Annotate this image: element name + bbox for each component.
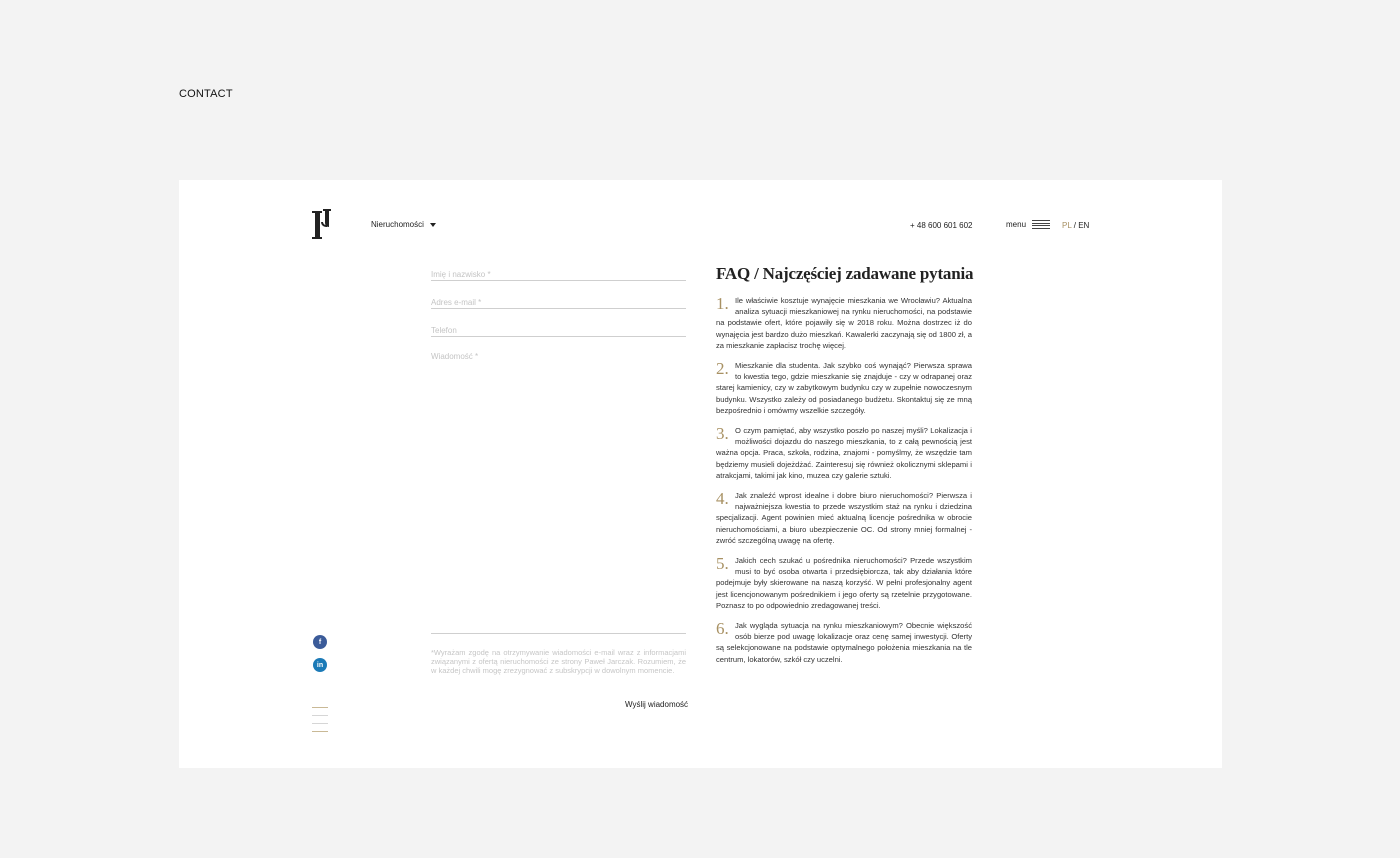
faq-text: Jak wygląda sytuacja na rynku mieszkaniowym? Obecnie większość osób bierze pod uwagę lokalizacje oraz cenę samej inwestycji. Oferty są selekcjonowane na podstawie optymalnego położenia mieszkania na tle centrum, lokatorów, szkół czy uczelni. <box>716 621 972 664</box>
phone-field-wrap <box>431 320 686 337</box>
name-field[interactable] <box>431 267 686 279</box>
decorative-lines <box>312 707 328 739</box>
email-field[interactable] <box>431 295 686 307</box>
faq-section <box>716 264 972 674</box>
email-field-wrap <box>431 292 686 309</box>
phone-number[interactable]: + 48 600 601 602 <box>910 221 973 230</box>
menu-button[interactable] <box>1006 220 1050 229</box>
facebook-icon[interactable]: f <box>313 635 327 649</box>
faq-item <box>716 555 972 611</box>
site-preview-card <box>179 180 1222 768</box>
faq-item <box>716 425 972 481</box>
language-switcher <box>1062 221 1089 230</box>
faq-text: Jakich cech szukać u pośrednika nieruchomości? Przede wszystkim musi to być osoba otwarta i przedsiębiorcza, tak aby działania które podejmuje były skierowane na naszą korzyść. W pełni profesjonalny agent jest licencjonowanym pośrednikiem i jego oferty są rzetelnie przygotowane. Poznasz to po odpowiednio zredagowanej treści. <box>716 556 972 610</box>
message-field[interactable] <box>431 348 686 633</box>
faq-text: Jak znaleźć wprost idealne i dobre biuro nieruchomości? Pierwsza i najważniejsza kwestia to przede wszystkim staż na rynku i dziedzina specjalizacji. Agent powinien mieć aktualną licencje pośrednika w obrocie nieruchomościami, a biuro ubezpieczenie OC. Od strony mniej formalnej - zwróć szczególną uwagę na ofertę. <box>716 491 972 545</box>
message-field-wrap <box>431 348 686 634</box>
lang-en[interactable]: EN <box>1078 221 1090 230</box>
faq-text: O czym pamiętać, aby wszystko poszło po naszej myśli? Lokalizacja i możliwości dojazdu do naszego mieszkania, to z całą pewnością jest ważna opcja. Praca, szkoła, rodzina, znajomi - pomyślmy, że wszędzie tam będziemy musieli dojeżdżać. Zainteresuj się również okolicznymi sklepami i atrakcjami, takimi jak kino, muzea czy galerie sztuki. <box>716 426 972 480</box>
lang-pl[interactable]: PL <box>1062 221 1072 230</box>
menu-label: menu <box>1006 220 1027 229</box>
consent-text: *Wyrażam zgodę na otrzymywanie wiadomości e-mail wraz z informacjami związanymi z ofertą nieruchomości ze strony Paweł Jarczak. Rozumiem, że w każdej chwili mogę zrezygnować z subskrypcji w dowolnym momencie. <box>431 648 686 675</box>
faq-number: 6. <box>716 619 729 639</box>
faq-number: 3. <box>716 424 729 444</box>
faq-title: FAQ / Najczęściej zadawane pytania <box>716 264 974 283</box>
linkedin-icon[interactable]: in <box>313 658 327 672</box>
phone-field[interactable] <box>431 323 686 335</box>
properties-dropdown-label: Nieruchomości <box>371 220 424 229</box>
chevron-down-icon <box>430 223 436 227</box>
faq-number: 4. <box>716 489 729 509</box>
name-field-wrap <box>431 264 686 281</box>
send-message-button[interactable]: Wyślij wiadomość <box>625 700 689 709</box>
hamburger-icon <box>1032 220 1050 229</box>
faq-text: Mieszkanie dla studenta. Jak szybko coś wynająć? Pierwsza sprawa to kwestia tego, gdzie mieszkanie się znajduje - czy w odrapanej oraz starej kamienicy, czy w zabytkowym budynku czy w zupełnie nowoczesnym budynku. Wszystko zależy od posiadanego budżetu. Skontaktuj się ze mną bezpośrednio i omówmy wszelkie szczegóły. <box>716 361 972 415</box>
faq-number: 2. <box>716 359 729 379</box>
faq-item <box>716 360 972 416</box>
faq-number: 5. <box>716 554 729 574</box>
lang-separator: / <box>1073 221 1076 230</box>
faq-item <box>716 295 972 351</box>
contact-form <box>431 264 686 675</box>
faq-text: Ile właściwie kosztuje wynajęcie mieszkania we Wrocławiu? Aktualna analiza sytuacji mieszkaniowej na rynku nieruchomości, na podstawie na podstawie ofert, które pojawiły się w 2018 roku. Można dostrzec iż do wynajęcia jest bardzo dużo mieszkań. Kawalerki zaczynają się od 1800 zł, a za mieszkanie zapłacisz trochę więcej. <box>716 296 972 350</box>
logo[interactable] <box>312 208 336 240</box>
faq-item <box>716 490 972 546</box>
faq-number: 1. <box>716 294 729 313</box>
faq-item <box>716 620 972 665</box>
section-label: CONTACT <box>179 88 233 100</box>
properties-dropdown[interactable] <box>371 220 436 229</box>
